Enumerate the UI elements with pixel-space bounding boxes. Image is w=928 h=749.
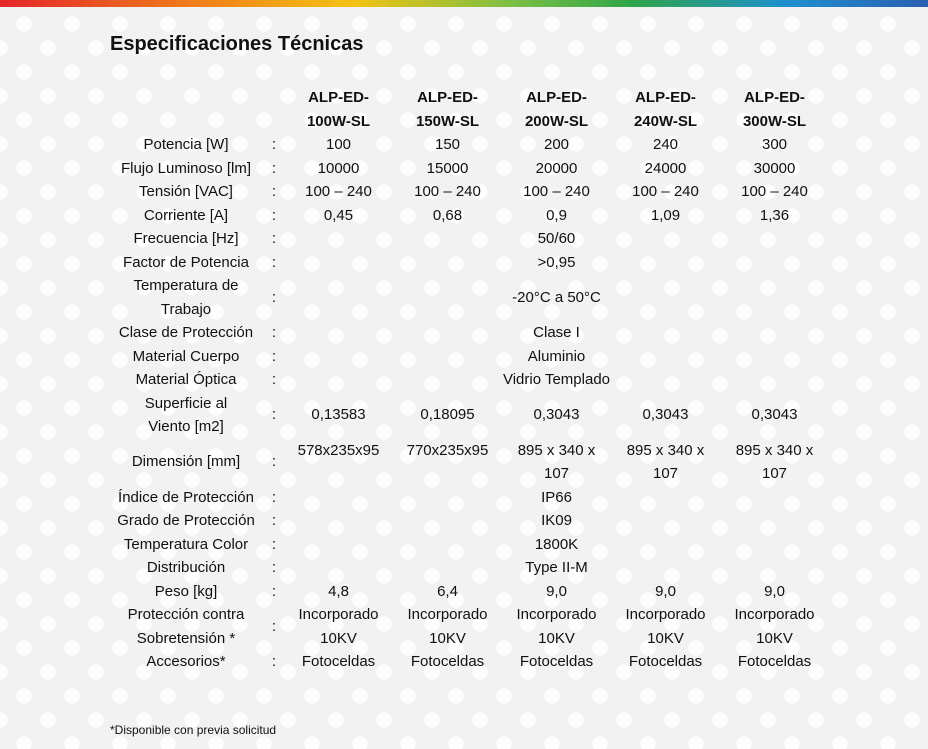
specs-table	[108, 84, 829, 674]
spec-value-text: 100 – 240	[305, 183, 372, 200]
spec-label-text: Temperatura Color	[123, 535, 249, 553]
spec-value	[720, 180, 829, 204]
spec-value	[720, 133, 829, 157]
spec-value-text: 770x235x95	[406, 441, 489, 459]
spec-value	[720, 580, 829, 604]
spec-value	[611, 580, 720, 604]
spec-value-text: Fotoceldas	[519, 653, 594, 670]
spec-label-text: Tensión [VAC]	[139, 183, 233, 200]
spec-row	[108, 533, 829, 557]
spec-value	[720, 603, 829, 650]
spec-row	[108, 556, 829, 580]
spec-value-text: Incorporado 10KV	[734, 606, 815, 647]
spec-value-text: Fotoceldas	[628, 653, 703, 670]
spec-label-text: Protección contra Sobretensión *	[127, 606, 245, 647]
spec-value-text: 20000	[535, 159, 578, 177]
spec-row	[108, 227, 829, 251]
spec-label-text: Potencia [W]	[143, 136, 229, 153]
spec-row	[108, 580, 829, 604]
spec-value-text: 895 x 340 x 107	[735, 441, 814, 482]
spec-value-text: 0,3043	[533, 406, 580, 424]
colon: :	[271, 324, 277, 341]
spec-value-text: 895 x 340 x 107	[626, 441, 705, 482]
model-name-part: ALP-ED-	[526, 89, 587, 106]
spec-label	[108, 180, 264, 204]
colon: :	[271, 617, 277, 635]
spec-value-text: 4,8	[328, 582, 349, 600]
spec-value-text: 0,3043	[751, 406, 798, 424]
spec-value	[611, 204, 720, 228]
spec-shared-value: >0,95	[537, 253, 576, 271]
spec-value	[393, 180, 502, 204]
spec-value	[284, 603, 393, 650]
spec-row	[108, 251, 829, 275]
spec-label	[108, 227, 264, 251]
spec-value	[393, 650, 502, 674]
spec-shared-value: IP66	[541, 488, 572, 506]
spec-label-text: Corriente [A]	[143, 206, 229, 224]
spec-label-text: Accesorios*	[146, 653, 226, 670]
spec-value-text: 24000	[644, 159, 687, 177]
spec-value-text: Incorporado 10KV	[407, 606, 488, 647]
spec-value-text: 9,0	[546, 582, 567, 600]
spec-label	[108, 345, 264, 369]
spec-label-text: Superficie al Viento [m2]	[144, 394, 228, 435]
spec-value	[611, 650, 720, 674]
model-name-part: ALP-ED-	[308, 89, 369, 106]
spec-shared-value: Vidrio Templado	[502, 371, 610, 388]
model-name-part: 200W-SL	[524, 112, 589, 130]
spec-row	[108, 157, 829, 181]
spec-value-text: 1,36	[759, 206, 790, 224]
spec-value	[611, 157, 720, 181]
spec-value	[502, 392, 611, 439]
model-header-row	[108, 84, 829, 133]
spec-row	[108, 204, 829, 228]
footnote: *Disponible con previa solicitud	[110, 723, 277, 737]
spec-label-text: Dimensión [mm]	[131, 453, 241, 471]
colon: :	[271, 653, 277, 670]
spec-value	[611, 180, 720, 204]
spec-shared-value: IK09	[541, 512, 572, 529]
model-name-part: 300W-SL	[742, 112, 807, 130]
spec-value-text: 100 – 240	[741, 183, 808, 200]
spec-row	[108, 321, 829, 345]
spec-value	[720, 392, 829, 439]
spec-value-text: 100 – 240	[523, 183, 590, 200]
spec-value	[502, 157, 611, 181]
colon: :	[271, 453, 277, 471]
spec-value	[393, 603, 502, 650]
spec-row	[108, 368, 829, 392]
model-header	[393, 84, 502, 133]
spec-value-text: 0,3043	[642, 406, 689, 424]
spec-label	[108, 603, 264, 650]
colon: :	[271, 488, 277, 506]
spec-value-text: 1,09	[650, 206, 681, 224]
color-stripe	[0, 0, 928, 7]
spec-value	[720, 204, 829, 228]
spec-value-text: 9,0	[655, 582, 676, 600]
colon: :	[271, 512, 277, 529]
spec-value-text: 9,0	[764, 582, 785, 600]
spec-value-text: 0,68	[432, 206, 463, 224]
spec-label	[108, 486, 264, 510]
header-spacer	[108, 84, 264, 133]
spec-value	[393, 133, 502, 157]
spec-value-text: 300	[761, 136, 788, 153]
colon: :	[271, 406, 277, 424]
spec-label	[108, 650, 264, 674]
spec-value-text: 0,45	[323, 206, 354, 224]
spec-value-text: 150	[434, 136, 461, 153]
spec-shared-value: Type II-M	[525, 559, 588, 576]
spec-value-text: Fotoceldas	[737, 653, 812, 670]
spec-value-text: 100 – 240	[414, 183, 481, 200]
spec-value	[284, 204, 393, 228]
spec-label	[108, 133, 264, 157]
spec-value-text: Fotoceldas	[301, 653, 376, 670]
spec-value-text: 100 – 240	[632, 183, 699, 200]
spec-value-text: 0,18095	[420, 406, 475, 424]
spec-value-text: 240	[652, 136, 679, 153]
spec-value	[284, 157, 393, 181]
colon: :	[271, 582, 277, 600]
spec-label-text: Frecuencia [Hz]	[133, 230, 239, 247]
spec-value-text: 15000	[426, 159, 469, 177]
colon: :	[271, 535, 277, 553]
spec-label	[108, 368, 264, 392]
spec-row	[108, 486, 829, 510]
spec-label-text: Clase de Protección	[118, 324, 254, 341]
spec-label	[108, 580, 264, 604]
spec-row	[108, 274, 829, 321]
model-name-part: ALP-ED-	[417, 89, 478, 106]
spec-label-text: Índice de Protección	[118, 488, 254, 506]
model-header	[502, 84, 611, 133]
spec-row	[108, 345, 829, 369]
spec-row	[108, 509, 829, 533]
spec-value	[502, 204, 611, 228]
spec-value-text: 100	[325, 136, 352, 153]
spec-shared-value: -20°C a 50°C	[512, 288, 601, 306]
spec-value	[393, 439, 502, 486]
spec-row	[108, 603, 829, 650]
spec-value	[284, 392, 393, 439]
spec-value	[502, 439, 611, 486]
spec-value-text: 30000	[753, 159, 796, 177]
spec-value	[502, 603, 611, 650]
spec-value-text: 6,4	[437, 582, 458, 600]
spec-value	[720, 439, 829, 486]
spec-value-text: Incorporado 10KV	[298, 606, 379, 647]
spec-label-text: Distribución	[146, 559, 226, 576]
spec-label-text: Flujo Luminoso [lm]	[120, 159, 252, 177]
spec-value-text: Incorporado 10KV	[516, 606, 597, 647]
spec-value	[720, 157, 829, 181]
colon: :	[271, 371, 277, 388]
spec-label-text: Peso [kg]	[154, 582, 218, 600]
spec-label-text: Material Cuerpo	[132, 347, 240, 365]
spec-label-text: Temperatura de Trabajo	[133, 277, 239, 318]
colon: :	[271, 230, 277, 247]
spec-row	[108, 650, 829, 674]
spec-value-text: Fotoceldas	[410, 653, 485, 670]
spec-value	[393, 204, 502, 228]
spec-label	[108, 157, 264, 181]
model-name-part: ALP-ED-	[744, 89, 805, 106]
spec-shared-value: Aluminio	[527, 347, 586, 365]
colon: :	[271, 559, 277, 576]
colon: :	[271, 253, 277, 271]
spec-label	[108, 556, 264, 580]
spec-label	[108, 533, 264, 557]
spec-value	[284, 439, 393, 486]
spec-value	[611, 392, 720, 439]
spec-row	[108, 133, 829, 157]
colon: :	[271, 159, 277, 177]
model-name-part: 240W-SL	[633, 112, 698, 130]
model-name-part: 150W-SL	[415, 112, 480, 130]
spec-label	[108, 274, 264, 321]
model-name-part: ALP-ED-	[635, 89, 696, 106]
spec-value-text: 0,13583	[311, 406, 366, 424]
spec-label	[108, 251, 264, 275]
colon: :	[271, 288, 277, 306]
spec-label-text: Grado de Protección	[117, 512, 255, 529]
spec-shared-value: Clase I	[533, 324, 580, 341]
spec-value	[284, 133, 393, 157]
colon: :	[271, 136, 277, 153]
spec-value	[284, 580, 393, 604]
spec-label-text: Factor de Potencia	[123, 253, 249, 271]
spec-value-text: 200	[543, 136, 570, 153]
model-header	[611, 84, 720, 133]
spec-value	[611, 133, 720, 157]
spec-row	[108, 439, 829, 486]
spec-value-text: 0,9	[546, 206, 567, 224]
specs-body	[108, 133, 829, 674]
spec-label-text: Material Óptica	[135, 371, 237, 388]
spec-label	[108, 439, 264, 486]
colon: :	[271, 347, 277, 365]
model-header	[284, 84, 393, 133]
spec-value	[502, 650, 611, 674]
spec-value-text: 10000	[317, 159, 360, 177]
spec-value	[393, 157, 502, 181]
spec-value	[502, 580, 611, 604]
spec-value	[502, 133, 611, 157]
model-name-part: 100W-SL	[306, 112, 371, 130]
spec-label	[108, 204, 264, 228]
spec-label	[108, 392, 264, 439]
spec-shared-value: 50/60	[537, 230, 576, 247]
spec-value-text: 578x235x95	[297, 441, 380, 459]
spec-label	[108, 509, 264, 533]
spec-value	[393, 580, 502, 604]
spec-value	[611, 603, 720, 650]
spec-value	[284, 650, 393, 674]
spec-value-text: Incorporado 10KV	[625, 606, 706, 647]
header-spacer	[264, 84, 284, 133]
spec-value	[284, 180, 393, 204]
spec-value	[502, 180, 611, 204]
spec-value	[611, 439, 720, 486]
spec-row	[108, 392, 829, 439]
spec-value-text: 895 x 340 x 107	[517, 441, 596, 482]
colon: :	[271, 183, 277, 200]
spec-shared-value: 1800K	[534, 535, 579, 553]
spec-row	[108, 180, 829, 204]
colon: :	[271, 206, 277, 224]
spec-value	[393, 392, 502, 439]
spec-label	[108, 321, 264, 345]
page-title: Especificaciones Técnicas	[110, 33, 364, 55]
spec-value	[720, 650, 829, 674]
model-header	[720, 84, 829, 133]
